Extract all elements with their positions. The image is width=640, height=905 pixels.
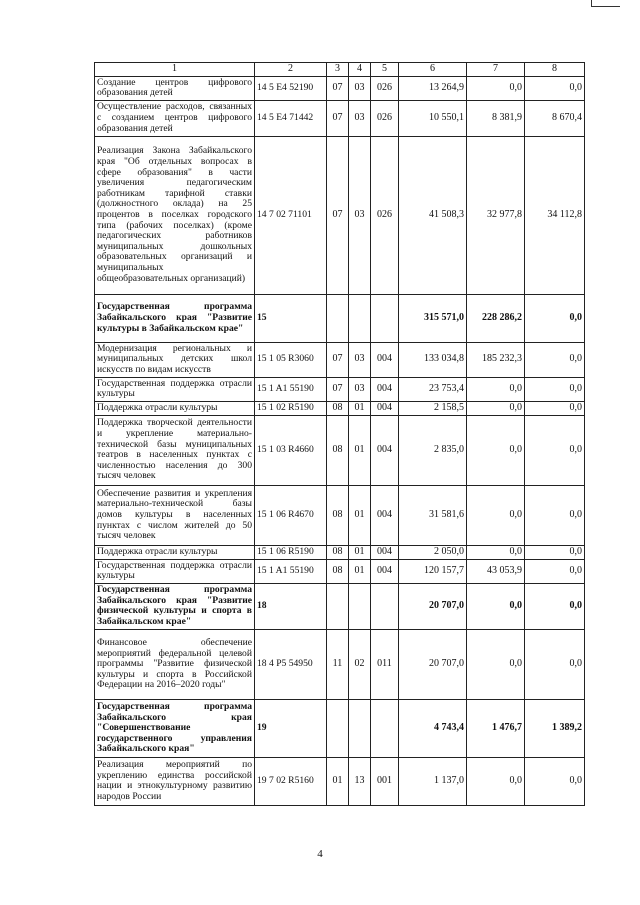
row-subsection-cell: 03 xyxy=(349,136,371,294)
row-value-year2-cell: 0,0 xyxy=(467,76,525,100)
row-value-year1-cell: 2 835,0 xyxy=(399,415,467,485)
row-value-year2-cell: 0,0 xyxy=(467,757,525,805)
header-col-5: 5 xyxy=(371,63,399,77)
row-name-cell: Реализация Закона Забайкальского края "Об отдельных вопросах в сфере образования" в части увеличения педагогическим работникам тарифной ставки (должностного оклада) на 25 процентов в поселках городского типа (рабочих поселках) (кроме педагогических работников муниципальных дошкольных образовательных организаций и муниципальных общеобразовательных организаций) xyxy=(95,136,255,294)
row-administrator-cell: 001 xyxy=(371,757,399,805)
row-subsection-cell xyxy=(349,294,371,342)
row-code-cell: 19 7 02 R5160 xyxy=(255,757,327,805)
row-value-year3-cell: 0,0 xyxy=(525,401,585,415)
header-col-7: 7 xyxy=(467,63,525,77)
table-row xyxy=(95,136,585,294)
table-row xyxy=(95,559,585,583)
row-value-year1-cell: 120 157,7 xyxy=(399,559,467,583)
row-value-year1-cell: 20 707,0 xyxy=(399,583,467,629)
row-value-year3-cell: 0,0 xyxy=(525,545,585,559)
row-code-cell: 15 xyxy=(255,294,327,342)
row-subsection-cell: 01 xyxy=(349,559,371,583)
row-value-year3-cell: 0,0 xyxy=(525,377,585,401)
row-value-year1-cell: 31 581,6 xyxy=(399,485,467,545)
header-col-2: 2 xyxy=(255,63,327,77)
row-section-cell: 07 xyxy=(327,136,349,294)
row-name-cell: Государственная программа Забайкальского края "Совершенствование государственного управления Забайкальского края" xyxy=(95,699,255,757)
row-code-cell: 14 5 E4 52190 xyxy=(255,76,327,100)
row-code-cell: 18 xyxy=(255,583,327,629)
row-value-year3-cell: 0,0 xyxy=(525,342,585,377)
row-name-cell: Модернизация региональных и муниципальных детских школ искусств по видам искусств xyxy=(95,342,255,377)
row-value-year1-cell: 2 158,5 xyxy=(399,401,467,415)
row-value-year3-cell: 0,0 xyxy=(525,629,585,699)
row-value-year2-cell: 32 977,8 xyxy=(467,136,525,294)
row-administrator-cell: 004 xyxy=(371,485,399,545)
row-value-year1-cell: 4 743,4 xyxy=(399,699,467,757)
row-name-cell: Государственная программа Забайкальского края "Развитие культуры в Забайкальском крае" xyxy=(95,294,255,342)
header-col-8: 8 xyxy=(525,63,585,77)
row-name-cell: Финансовое обеспечение мероприятий федеральной целевой программы "Развитие физической культуры и спорта в Российской Федерации на 2016–2020 годы" xyxy=(95,629,255,699)
row-administrator-cell: 026 xyxy=(371,136,399,294)
header-col-1: 1 xyxy=(95,63,255,77)
row-value-year3-cell: 0,0 xyxy=(525,757,585,805)
row-value-year1-cell: 315 571,0 xyxy=(399,294,467,342)
row-subsection-cell: 03 xyxy=(349,342,371,377)
row-subsection-cell xyxy=(349,699,371,757)
row-section-cell xyxy=(327,294,349,342)
row-code-cell: 15 1 03 R4660 xyxy=(255,415,327,485)
row-code-cell: 15 1 06 R5190 xyxy=(255,545,327,559)
row-value-year1-cell: 1 137,0 xyxy=(399,757,467,805)
row-section-cell xyxy=(327,583,349,629)
table-row xyxy=(95,629,585,699)
row-value-year2-cell: 228 286,2 xyxy=(467,294,525,342)
row-section-cell: 01 xyxy=(327,757,349,805)
row-value-year2-cell: 0,0 xyxy=(467,401,525,415)
row-value-year3-cell: 0,0 xyxy=(525,76,585,100)
row-value-year1-cell: 20 707,0 xyxy=(399,629,467,699)
row-value-year1-cell: 41 508,3 xyxy=(399,136,467,294)
row-value-year2-cell: 0,0 xyxy=(467,545,525,559)
row-administrator-cell: 026 xyxy=(371,100,399,136)
row-value-year1-cell: 2 050,0 xyxy=(399,545,467,559)
row-administrator-cell xyxy=(371,699,399,757)
row-subsection-cell: 01 xyxy=(349,415,371,485)
row-section-cell xyxy=(327,699,349,757)
row-value-year3-cell: 0,0 xyxy=(525,415,585,485)
row-section-cell: 08 xyxy=(327,401,349,415)
row-name-cell: Поддержка отрасли культуры xyxy=(95,545,255,559)
row-name-cell: Реализация мероприятий по укреплению единства российской нации и этнокультурному развитию народов России xyxy=(95,757,255,805)
row-code-cell: 15 1 06 R4670 xyxy=(255,485,327,545)
row-section-cell: 07 xyxy=(327,377,349,401)
row-section-cell: 08 xyxy=(327,485,349,545)
row-subsection-cell: 01 xyxy=(349,545,371,559)
table-row xyxy=(95,76,585,100)
row-administrator-cell: 004 xyxy=(371,401,399,415)
row-code-cell: 15 1 A1 55190 xyxy=(255,559,327,583)
row-name-cell: Государственная поддержка отрасли культуры xyxy=(95,377,255,401)
row-value-year3-cell: 0,0 xyxy=(525,294,585,342)
row-value-year2-cell: 0,0 xyxy=(467,485,525,545)
row-value-year1-cell: 133 034,8 xyxy=(399,342,467,377)
row-code-cell: 15 1 A1 55190 xyxy=(255,377,327,401)
table-row xyxy=(95,757,585,805)
corner-mark xyxy=(591,0,620,7)
row-name-cell: Государственная поддержка отрасли культуры xyxy=(95,559,255,583)
row-section-cell: 08 xyxy=(327,559,349,583)
row-subsection-cell: 01 xyxy=(349,485,371,545)
row-name-cell: Поддержка творческой деятельности и укрепление материально-технической базы муниципальных театров в населенных пунктах с численностью населения до 300 тысяч человек xyxy=(95,415,255,485)
row-subsection-cell: 03 xyxy=(349,377,371,401)
header-col-3: 3 xyxy=(327,63,349,77)
table-row xyxy=(95,401,585,415)
header-col-6: 6 xyxy=(399,63,467,77)
row-value-year1-cell: 13 264,9 xyxy=(399,76,467,100)
row-administrator-cell: 004 xyxy=(371,559,399,583)
row-section-cell: 08 xyxy=(327,415,349,485)
row-administrator-cell: 004 xyxy=(371,377,399,401)
row-administrator-cell: 004 xyxy=(371,342,399,377)
table-row xyxy=(95,100,585,136)
table-header-row xyxy=(95,63,585,77)
row-value-year2-cell: 0,0 xyxy=(467,377,525,401)
row-value-year3-cell: 34 112,8 xyxy=(525,136,585,294)
row-administrator-cell xyxy=(371,583,399,629)
table-row xyxy=(95,294,585,342)
row-code-cell: 19 xyxy=(255,699,327,757)
row-name-cell: Осуществление расходов, связанных с созданием центров цифрового образования детей xyxy=(95,100,255,136)
table-row xyxy=(95,699,585,757)
row-administrator-cell: 004 xyxy=(371,545,399,559)
row-subsection-cell: 02 xyxy=(349,629,371,699)
row-value-year2-cell: 43 053,9 xyxy=(467,559,525,583)
table-row xyxy=(95,377,585,401)
row-name-cell: Обеспечение развития и укрепления материально-технической базы домов культуры в населенных пунктах с числом жителей до 50 тысяч человек xyxy=(95,485,255,545)
row-section-cell: 07 xyxy=(327,100,349,136)
row-administrator-cell: 004 xyxy=(371,415,399,485)
table-row xyxy=(95,415,585,485)
row-code-cell: 15 1 02 R5190 xyxy=(255,401,327,415)
table-row xyxy=(95,545,585,559)
row-subsection-cell: 03 xyxy=(349,76,371,100)
row-value-year2-cell: 0,0 xyxy=(467,629,525,699)
table-row xyxy=(95,342,585,377)
row-administrator-cell: 011 xyxy=(371,629,399,699)
row-subsection-cell: 01 xyxy=(349,401,371,415)
row-value-year1-cell: 23 753,4 xyxy=(399,377,467,401)
row-code-cell: 15 1 05 R3060 xyxy=(255,342,327,377)
row-section-cell: 08 xyxy=(327,545,349,559)
row-value-year2-cell: 0,0 xyxy=(467,415,525,485)
row-section-cell: 07 xyxy=(327,76,349,100)
row-value-year3-cell: 0,0 xyxy=(525,583,585,629)
row-value-year3-cell: 0,0 xyxy=(525,485,585,545)
budget-table xyxy=(94,62,585,806)
row-section-cell: 11 xyxy=(327,629,349,699)
row-subsection-cell: 13 xyxy=(349,757,371,805)
header-col-4: 4 xyxy=(349,63,371,77)
row-value-year1-cell: 10 550,1 xyxy=(399,100,467,136)
table-row xyxy=(95,583,585,629)
row-value-year2-cell: 185 232,3 xyxy=(467,342,525,377)
row-value-year2-cell: 0,0 xyxy=(467,583,525,629)
page-number: 4 xyxy=(317,848,323,860)
row-value-year3-cell: 0,0 xyxy=(525,559,585,583)
row-code-cell: 14 7 02 71101 xyxy=(255,136,327,294)
row-name-cell: Поддержка отрасли культуры xyxy=(95,401,255,415)
row-value-year3-cell: 1 389,2 xyxy=(525,699,585,757)
row-value-year2-cell: 8 381,9 xyxy=(467,100,525,136)
row-administrator-cell xyxy=(371,294,399,342)
row-subsection-cell xyxy=(349,583,371,629)
row-administrator-cell: 026 xyxy=(371,76,399,100)
row-section-cell: 07 xyxy=(327,342,349,377)
row-subsection-cell: 03 xyxy=(349,100,371,136)
row-value-year2-cell: 1 476,7 xyxy=(467,699,525,757)
row-code-cell: 14 5 E4 71442 xyxy=(255,100,327,136)
table-row xyxy=(95,485,585,545)
row-name-cell: Государственная программа Забайкальского края "Развитие физической культуры и спорта в Забайкальском крае" xyxy=(95,583,255,629)
row-code-cell: 18 4 P5 54950 xyxy=(255,629,327,699)
row-name-cell: Создание центров цифрового образования детей xyxy=(95,76,255,100)
row-value-year3-cell: 8 670,4 xyxy=(525,100,585,136)
